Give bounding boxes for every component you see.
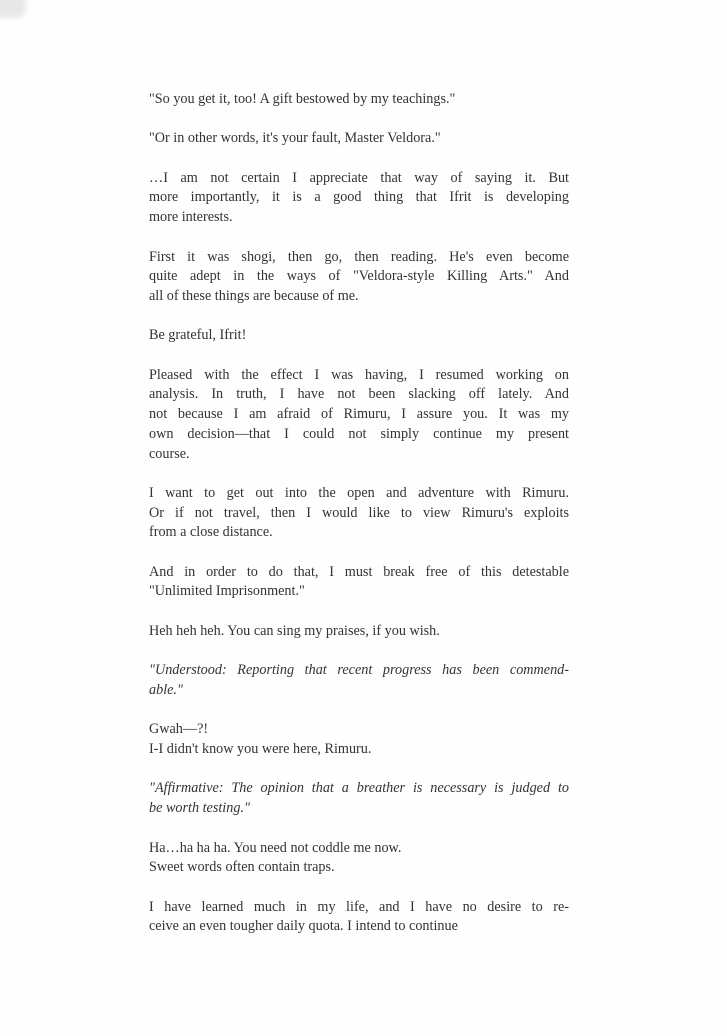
paragraph (149, 129, 569, 149)
text-line: Heh heh heh. You can sing my praises, if you wish. (149, 622, 440, 639)
text-line: more interests. (149, 209, 233, 226)
text-line: all of these things are because of me. (149, 287, 359, 304)
text-line: "Affirmative: The opinion that a breather is necessary is judged to (149, 780, 569, 797)
text-line: First it was shogi, then go, then reading. He's even become (149, 248, 569, 265)
text-line: ceive an even tougher daily quota. I intend to continue (149, 918, 458, 935)
paragraph (149, 839, 569, 878)
text-line: And in order to do that, I must break free of this detestable (149, 563, 569, 580)
paragraph (149, 622, 569, 642)
paragraph (149, 366, 569, 465)
text-line: Ha…ha ha ha. You need not coddle me now. (149, 839, 402, 856)
paragraph (149, 563, 569, 602)
text-line: "Or in other words, it's your fault, Master Veldora." (149, 130, 441, 147)
text-line: "Unlimited Imprisonment." (149, 583, 305, 600)
text-line: Be grateful, Ifrit! (149, 327, 247, 344)
text-line: from a close distance. (149, 524, 273, 541)
text-line: course. (149, 445, 190, 462)
text-line: quite adept in the ways of "Veldora-style Killing Arts." And (149, 268, 569, 285)
book-page-text (149, 90, 569, 937)
paragraph (149, 720, 569, 759)
paragraph (149, 661, 569, 700)
text-line: "So you get it, too! A gift bestowed by my teachings." (149, 91, 456, 107)
paragraph (149, 484, 569, 543)
paragraph (149, 779, 569, 818)
text-line: not because I am afraid of Rimuru, I assure you. It was my (149, 406, 569, 423)
paragraph (149, 326, 569, 346)
paragraph (149, 90, 569, 110)
text-line: more importantly, it is a good thing that Ifrit is developing (149, 189, 569, 206)
text-line: able." (149, 681, 183, 698)
text-line: Pleased with the effect I was having, I resumed working on (149, 366, 569, 383)
paragraph (149, 248, 569, 307)
text-line: I have learned much in my life, and I have no desire to re- (149, 898, 569, 915)
text-line: "Understood: Reporting that recent progress has been commend- (149, 662, 569, 679)
paragraph (149, 898, 569, 937)
paragraph (149, 169, 569, 228)
text-line: Or if not travel, then I would like to view Rimuru's exploits (149, 504, 569, 521)
text-line: Sweet words often contain traps. (149, 859, 335, 876)
text-line: own decision—that I could not simply continue my present (149, 425, 569, 442)
scan-artifact (0, 0, 26, 18)
text-line: be worth testing." (149, 800, 250, 817)
text-line: analysis. In truth, I have not been slacking off lately. And (149, 386, 569, 403)
text-line: I-I didn't know you were here, Rimuru. (149, 741, 372, 758)
text-line: Gwah—?! (149, 721, 209, 738)
text-line: I want to get out into the open and adventure with Rimuru. (149, 484, 569, 501)
text-line: …I am not certain I appreciate that way of saying it. But (149, 169, 569, 186)
